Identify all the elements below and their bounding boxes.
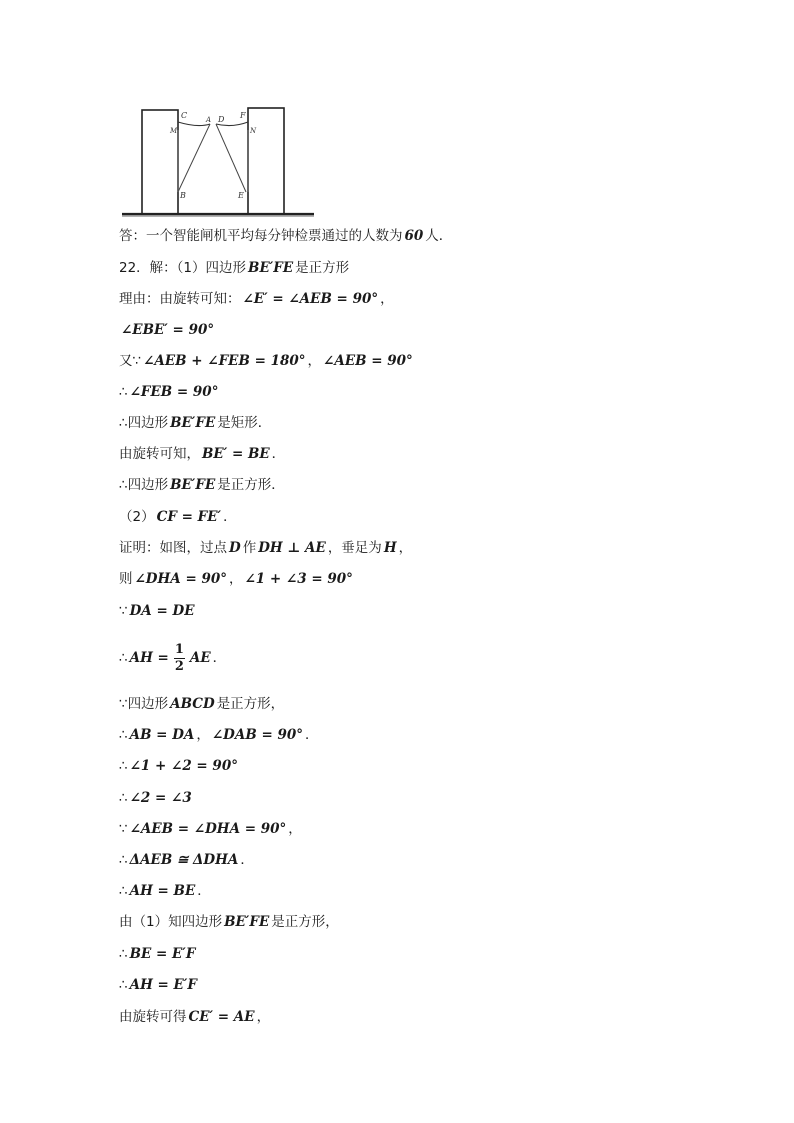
line-text: 由旋转可得 (119, 1009, 187, 1025)
gate-diagram (118, 100, 318, 222)
math: BE′FE (224, 914, 270, 930)
line-text: 由旋转可知， (119, 446, 200, 462)
line-tail: ． (271, 446, 286, 462)
part-2-heading (119, 507, 237, 527)
line-text: ∴ (119, 650, 128, 666)
math: H (383, 540, 397, 556)
line-tail: ， (398, 540, 413, 556)
line-tail: 人． (425, 228, 453, 244)
line-tail: ． (223, 509, 237, 525)
math: AE (189, 650, 211, 666)
math: ∠AEB + ∠FEB = 180° (143, 353, 306, 369)
proof-line (119, 538, 412, 558)
line-text: ∴四边形 (119, 415, 169, 431)
line-tail: ，垂足为 (327, 540, 382, 556)
proof-line (119, 320, 216, 340)
proof-line (119, 788, 194, 808)
line-text: ∵ (119, 603, 128, 619)
line-text: ∴ (119, 384, 128, 400)
line-text: 则 (119, 571, 133, 587)
line-tail: 是正方形 (295, 260, 350, 276)
proof-line (119, 694, 284, 714)
math: ∠2 = ∠3 (129, 790, 192, 806)
line-text: 又∵ (119, 353, 142, 369)
line-text: （2） (119, 509, 155, 525)
line-tail: 是正方形， (271, 914, 339, 930)
line-tail: ． (212, 650, 227, 666)
label-B: B (180, 191, 186, 200)
solution-heading (119, 258, 349, 278)
math: ∠DAB = 90° (211, 727, 304, 743)
proof-line (119, 382, 220, 402)
math: ∠1 + ∠2 = 90° (129, 758, 238, 774)
label-M: M (170, 127, 178, 135)
proof-line (119, 850, 254, 870)
proof-line (119, 725, 319, 745)
math: ΔAEB ≅ ΔDHA (129, 852, 239, 868)
line-tail: 是正方形． (217, 477, 285, 493)
line-text: ∵四边形 (119, 696, 169, 712)
math: ABCD (170, 696, 215, 712)
line-tail: ， (307, 353, 322, 369)
line-tail: ， (380, 291, 394, 307)
proof-line (119, 881, 211, 901)
math: AH = (129, 650, 169, 666)
line-text: ∴ (119, 946, 128, 962)
label-A: A (206, 116, 212, 124)
proof-line-fraction (119, 638, 226, 678)
math: DH ⊥ AE (258, 540, 326, 556)
line-text: ∵ (119, 821, 128, 837)
line-tail: ， (256, 1009, 271, 1025)
math: BE′FE (170, 477, 216, 493)
fraction-numerator: 1 (174, 641, 184, 657)
line-text: ∴ (119, 977, 128, 993)
line-text: ∴ (119, 727, 128, 743)
line-tail: 是正方形， (216, 696, 285, 712)
math: ∠AEB = ∠DHA = 90° (129, 821, 287, 837)
label-N: N (250, 127, 257, 135)
proof-line (119, 756, 240, 776)
proof-line (119, 1007, 270, 1027)
math: BE = E′F (129, 946, 196, 962)
line-text: ∴四边形 (119, 477, 169, 493)
proof-line (119, 569, 355, 589)
line-text: 答：一个智能闸机平均每分钟检票通过的人数为 (119, 228, 403, 244)
math: AH = BE (129, 883, 196, 899)
proof-line (119, 413, 271, 433)
line-tail: ， (229, 571, 243, 587)
line-tail: ． (240, 852, 254, 868)
line-text: 证明：如图，过点 (119, 540, 227, 556)
left-gate-pillar (142, 110, 178, 214)
line-text: 22．解：（1）四边形 (119, 260, 247, 276)
label-D: D (218, 115, 225, 124)
line-tail: 作 (242, 540, 257, 556)
proof-line (119, 475, 285, 495)
math: CF = FE′ (156, 509, 222, 525)
fraction-denominator: 2 (174, 658, 184, 674)
math: ∠EBE′ = 90° (121, 322, 215, 338)
proof-line (119, 912, 339, 932)
line-text: ∴ (119, 852, 128, 868)
line-text: ∴ (119, 790, 128, 806)
math: D (229, 540, 241, 556)
label-F: F (240, 111, 246, 120)
math: ∠FEB = 90° (129, 384, 219, 400)
math: ∠AEB = 90° (323, 353, 413, 369)
math: BE′FE (170, 415, 216, 431)
math: DA = DE (129, 603, 195, 619)
line-tail: ， (196, 727, 210, 743)
line-text: ∴ (119, 883, 128, 899)
label-C: C (181, 111, 188, 120)
math: ∠1 + ∠3 = 90° (244, 571, 353, 587)
math: ∠E′ = ∠AEB = 90° (242, 291, 379, 307)
math: ∠DHA = 90° (134, 571, 227, 587)
label-E: E (238, 191, 244, 200)
math: BE′ = BE (202, 446, 270, 462)
proof-line (119, 601, 196, 621)
line-tail: ． (197, 883, 211, 899)
proof-line (119, 444, 285, 464)
proof-line (119, 289, 394, 309)
fraction-one-half (174, 642, 185, 675)
line-text: ∴ (119, 758, 128, 774)
math: BE′FE (248, 260, 294, 276)
proof-line (119, 351, 415, 371)
line-tail: ， (288, 821, 302, 837)
proof-line (119, 944, 197, 964)
math: CE′ = AE (188, 1009, 255, 1025)
line-tail: 是矩形． (217, 415, 272, 431)
math: 60 (404, 228, 424, 244)
right-gate-pillar (248, 108, 284, 214)
math: AB = DA (129, 727, 195, 743)
line-tail: ． (305, 727, 319, 743)
line-text: 由（1）知四边形 (119, 914, 223, 930)
math: AH = E′F (129, 977, 197, 993)
proof-line (119, 975, 199, 995)
line-text: 理由：由旋转可知： (119, 291, 241, 307)
proof-line (119, 819, 302, 839)
answer-line (119, 226, 452, 246)
